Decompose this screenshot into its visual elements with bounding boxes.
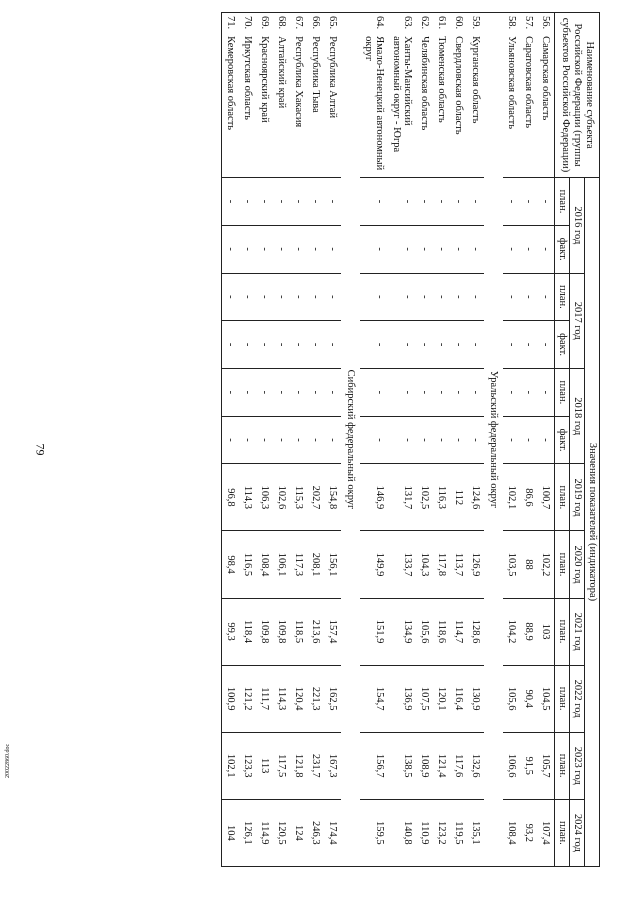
dash-cell: -	[273, 368, 290, 416]
plan-value-cell: 100,7	[537, 464, 555, 531]
dash-cell: -	[360, 178, 388, 226]
subject-name: Челябинская область	[416, 33, 433, 177]
table-row	[324, 13, 341, 867]
dash-cell: -	[416, 273, 433, 321]
plan-value-cell: 104	[221, 799, 239, 866]
year-2019: 2019 год	[569, 464, 584, 531]
subject-name: Республика Алтай	[324, 33, 341, 177]
plan-value-cell: 121,4	[433, 732, 450, 799]
table-row	[520, 13, 537, 867]
dash-cell: -	[433, 178, 450, 226]
plan-value-cell: 118,4	[239, 598, 256, 665]
plan-value-cell: 110,9	[416, 799, 433, 866]
dash-cell: -	[307, 416, 324, 464]
fact-2016: факт.	[554, 225, 569, 273]
plan-value-cell: 134,9	[388, 598, 416, 665]
row-number: 56.	[537, 13, 555, 34]
dash-cell: -	[537, 416, 555, 464]
dash-cell: -	[520, 225, 537, 273]
plan-value-cell: 114,3	[273, 665, 290, 732]
dash-cell: -	[324, 178, 341, 226]
dash-cell: -	[503, 178, 520, 226]
subject-name: Иркутская область	[239, 33, 256, 177]
plan-value-cell: 162,5	[324, 665, 341, 732]
rotated-table-container	[40, 12, 600, 872]
row-number: 62.	[416, 13, 433, 34]
plan-value-cell: 109,8	[256, 598, 273, 665]
dash-cell: -	[290, 273, 307, 321]
district-siberia: Сибирский федеральный округ	[341, 13, 360, 867]
table-row	[537, 13, 555, 867]
dash-cell: -	[256, 273, 273, 321]
dash-cell: -	[307, 225, 324, 273]
dash-cell: -	[520, 321, 537, 369]
plan-value-cell: 117,6	[450, 732, 467, 799]
plan-value-cell: 91,5	[520, 732, 537, 799]
plan-value-cell: 111,7	[256, 665, 273, 732]
dash-cell: -	[324, 321, 341, 369]
dash-cell: -	[324, 225, 341, 273]
plan-value-cell: 123,2	[433, 799, 450, 866]
plan-value-cell: 118,5	[290, 598, 307, 665]
plan-value-cell: 119,5	[450, 799, 467, 866]
dash-cell: -	[388, 416, 416, 464]
table-row	[433, 13, 450, 867]
plan-value-cell: 88,9	[520, 598, 537, 665]
plan-value-cell: 117,8	[433, 531, 450, 598]
table-row	[256, 13, 273, 867]
dash-cell: -	[503, 273, 520, 321]
dash-cell: -	[416, 321, 433, 369]
table-body	[221, 13, 554, 867]
dash-cell: -	[503, 416, 520, 464]
plan-value-cell: 103	[537, 598, 555, 665]
dash-cell: -	[273, 321, 290, 369]
plan-value-cell: 120,4	[290, 665, 307, 732]
dash-cell: -	[433, 368, 450, 416]
plan-value-cell: 100,9	[221, 665, 239, 732]
dash-cell: -	[388, 225, 416, 273]
dash-cell: -	[537, 321, 555, 369]
year-2023: 2023 год	[569, 732, 584, 799]
plan-value-cell: 115,3	[290, 464, 307, 531]
dash-cell: -	[520, 178, 537, 226]
dash-cell: -	[520, 368, 537, 416]
dash-cell: -	[307, 178, 324, 226]
plan-value-cell: 112	[450, 464, 467, 531]
year-2022: 2022 год	[569, 665, 584, 732]
year-2021: 2021 год	[569, 598, 584, 665]
plan-value-cell: 106,3	[256, 464, 273, 531]
indicator-table	[221, 12, 600, 867]
plan-value-cell: 93,2	[520, 799, 537, 866]
plan-value-cell: 116,3	[433, 464, 450, 531]
table-header	[554, 13, 599, 867]
dash-cell: -	[537, 273, 555, 321]
subject-name: Курганская область	[467, 33, 484, 177]
dash-cell: -	[467, 416, 484, 464]
plan-value-cell: 131,7	[388, 464, 416, 531]
plan-2016: план.	[554, 178, 569, 226]
dash-cell: -	[450, 273, 467, 321]
dash-cell: -	[307, 273, 324, 321]
row-number: 64.	[360, 13, 388, 34]
row-number: 67.	[290, 13, 307, 34]
plan-value-cell: 159,5	[360, 799, 388, 866]
subject-name: Красноярский край	[256, 33, 273, 177]
year-2017: 2017 год	[569, 273, 584, 368]
dash-cell: -	[388, 178, 416, 226]
subject-name: Ямало-Ненецкий автономный округ	[360, 33, 388, 177]
plan-value-cell: 88	[520, 531, 537, 598]
table-row	[388, 13, 416, 867]
plan-value-cell: 157,4	[324, 598, 341, 665]
plan-value-cell: 154,7	[360, 665, 388, 732]
dash-cell: -	[290, 225, 307, 273]
plan-value-cell: 156,1	[324, 531, 341, 598]
plan-value-cell: 108,4	[503, 799, 520, 866]
dash-cell: -	[256, 416, 273, 464]
plan-value-cell: 138,5	[388, 732, 416, 799]
dash-cell: -	[290, 178, 307, 226]
dash-cell: -	[360, 368, 388, 416]
dash-cell: -	[221, 178, 239, 226]
year-2020: 2020 год	[569, 531, 584, 598]
plan-value-cell: 105,6	[503, 665, 520, 732]
dash-cell: -	[239, 225, 256, 273]
dash-cell: -	[239, 178, 256, 226]
table-row	[290, 13, 307, 867]
dash-cell: -	[503, 321, 520, 369]
dash-cell: -	[360, 225, 388, 273]
dash-cell: -	[273, 225, 290, 273]
table-row	[450, 13, 467, 867]
plan-value-cell: 104,2	[503, 598, 520, 665]
plan-value-cell: 116,5	[239, 531, 256, 598]
year-2018: 2018 год	[569, 368, 584, 463]
dash-cell: -	[273, 273, 290, 321]
district-row	[484, 13, 503, 867]
table-row	[221, 13, 239, 867]
plan-value-cell: 114,3	[239, 464, 256, 531]
plan-value-cell: 221,3	[307, 665, 324, 732]
dash-cell: -	[221, 416, 239, 464]
plan-value-cell: 106,6	[503, 732, 520, 799]
plan-value-cell: 117,3	[290, 531, 307, 598]
plan-value-cell: 120,1	[433, 665, 450, 732]
plan-value-cell: 102,6	[273, 464, 290, 531]
dash-cell: -	[416, 178, 433, 226]
plan-value-cell: 133,7	[388, 531, 416, 598]
plan-value-cell: 107,4	[537, 799, 555, 866]
page-number: 79	[33, 443, 48, 456]
plan-value-cell: 135,1	[467, 799, 484, 866]
plan-value-cell: 102,5	[416, 464, 433, 531]
plan-value-cell: 123,3	[239, 732, 256, 799]
plan-value-cell: 105,6	[416, 598, 433, 665]
dash-cell: -	[467, 225, 484, 273]
row-number: 69.	[256, 13, 273, 34]
dash-cell: -	[239, 321, 256, 369]
dash-cell: -	[307, 368, 324, 416]
row-number: 65.	[324, 13, 341, 34]
dash-cell: -	[450, 178, 467, 226]
dash-cell: -	[537, 178, 555, 226]
dash-cell: -	[324, 273, 341, 321]
subject-name: Алтайский край	[273, 33, 290, 177]
table-row	[273, 13, 290, 867]
plan-value-cell: 99,3	[221, 598, 239, 665]
plan-value-cell: 120,5	[273, 799, 290, 866]
row-number: 57.	[520, 13, 537, 34]
plan-value-cell: 126,1	[239, 799, 256, 866]
table-row	[239, 13, 256, 867]
dash-cell: -	[433, 321, 450, 369]
row-number: 68.	[273, 13, 290, 34]
dash-cell: -	[307, 321, 324, 369]
plan-value-cell: 117,5	[273, 732, 290, 799]
year-2016: 2016 год	[569, 178, 584, 273]
plan-value-cell: 121,2	[239, 665, 256, 732]
dash-cell: -	[467, 273, 484, 321]
dash-cell: -	[416, 225, 433, 273]
subject-name: Свердловская область	[450, 33, 467, 177]
plan-value-cell: 146,9	[360, 464, 388, 531]
subject-name: Ханты-Мансийский автономный округ - Югра	[388, 33, 416, 177]
plan-value-cell: 102,1	[503, 464, 520, 531]
subject-name: Республика Хакасия	[290, 33, 307, 177]
plan-2021: план.	[554, 598, 569, 665]
dash-cell: -	[273, 416, 290, 464]
row-number: 70.	[239, 13, 256, 34]
values-title: Значения показателей (индикатора)	[584, 178, 599, 867]
plan-value-cell: 108,4	[256, 531, 273, 598]
plan-value-cell: 103,5	[503, 531, 520, 598]
plan-2020: план.	[554, 531, 569, 598]
plan-value-cell: 246,3	[307, 799, 324, 866]
table-row	[467, 13, 484, 867]
plan-value-cell: 102,1	[221, 732, 239, 799]
plan-value-cell: 128,6	[467, 598, 484, 665]
dash-cell: -	[416, 368, 433, 416]
plan-value-cell: 90,4	[520, 665, 537, 732]
dash-cell: -	[450, 321, 467, 369]
district-ural: Уральский федеральный округ	[484, 13, 503, 867]
plan-2023: план.	[554, 732, 569, 799]
dash-cell: -	[360, 273, 388, 321]
fact-2017: факт.	[554, 321, 569, 369]
plan-2022: план.	[554, 665, 569, 732]
row-number: 63.	[388, 13, 416, 34]
dash-cell: -	[256, 178, 273, 226]
plan-value-cell: 124,6	[467, 464, 484, 531]
plan-2017: план.	[554, 273, 569, 321]
plan-value-cell: 86,6	[520, 464, 537, 531]
plan-2024: план.	[554, 799, 569, 866]
plan-value-cell: 202,7	[307, 464, 324, 531]
plan-value-cell: 118,6	[433, 598, 450, 665]
dash-cell: -	[467, 321, 484, 369]
table-row	[416, 13, 433, 867]
plan-value-cell: 151,9	[360, 598, 388, 665]
subject-column-header: Наименование субъекта Российской Федерации (группы субъектов Российской Федерации)	[554, 13, 599, 178]
dash-cell: -	[416, 416, 433, 464]
dash-cell: -	[239, 368, 256, 416]
dash-cell: -	[221, 273, 239, 321]
plan-value-cell: 107,5	[416, 665, 433, 732]
dash-cell: -	[537, 368, 555, 416]
plan-value-cell: 98,4	[221, 531, 239, 598]
row-number: 61.	[433, 13, 450, 34]
plan-value-cell: 109,8	[273, 598, 290, 665]
district-row	[341, 13, 360, 867]
dash-cell: -	[450, 225, 467, 273]
plan-value-cell: 113	[256, 732, 273, 799]
subject-name: Самарская область	[537, 33, 555, 177]
plan-value-cell: 126,9	[467, 531, 484, 598]
dash-cell: -	[467, 368, 484, 416]
year-2024: 2024 год	[569, 799, 584, 866]
plan-value-cell: 154,8	[324, 464, 341, 531]
dash-cell: -	[450, 368, 467, 416]
dash-cell: -	[324, 416, 341, 464]
plan-value-cell: 114,7	[450, 598, 467, 665]
subject-name: Республика Тыва	[307, 33, 324, 177]
row-number: 60.	[450, 13, 467, 34]
plan-value-cell: 104,5	[537, 665, 555, 732]
plan-value-cell: 105,7	[537, 732, 555, 799]
dash-cell: -	[290, 416, 307, 464]
plan-value-cell: 231,7	[307, 732, 324, 799]
dash-cell: -	[239, 416, 256, 464]
plan-value-cell: 174,4	[324, 799, 341, 866]
dash-cell: -	[221, 321, 239, 369]
dash-cell: -	[433, 416, 450, 464]
plan-value-cell: 114,9	[256, 799, 273, 866]
plan-value-cell: 108,9	[416, 732, 433, 799]
dash-cell: -	[273, 178, 290, 226]
row-number: 58.	[503, 13, 520, 34]
plan-value-cell: 213,6	[307, 598, 324, 665]
dash-cell: -	[520, 273, 537, 321]
dash-cell: -	[503, 368, 520, 416]
table-row	[360, 13, 388, 867]
dash-cell: -	[520, 416, 537, 464]
dash-cell: -	[256, 368, 273, 416]
plan-value-cell: 132,6	[467, 732, 484, 799]
table-row	[307, 13, 324, 867]
dash-cell: -	[221, 368, 239, 416]
plan-value-cell: 136,9	[388, 665, 416, 732]
dash-cell: -	[290, 321, 307, 369]
plan-value-cell: 104,3	[416, 531, 433, 598]
plan-value-cell: 149,9	[360, 531, 388, 598]
plan-value-cell: 106,1	[273, 531, 290, 598]
dash-cell: -	[360, 321, 388, 369]
subject-name: Ульяновская область	[503, 33, 520, 177]
dash-cell: -	[537, 225, 555, 273]
row-number: 59.	[467, 13, 484, 34]
dash-cell: -	[256, 321, 273, 369]
plan-value-cell: 113,7	[450, 531, 467, 598]
dash-cell: -	[256, 225, 273, 273]
plan-value-cell: 96,8	[221, 464, 239, 531]
table-row	[503, 13, 520, 867]
plan-value-cell: 167,3	[324, 732, 341, 799]
dash-cell: -	[388, 321, 416, 369]
plan-value-cell: 102,2	[537, 531, 555, 598]
plan-2019: план.	[554, 464, 569, 531]
subject-name: Саратовская область	[520, 33, 537, 177]
plan-value-cell: 121,8	[290, 732, 307, 799]
dash-cell: -	[388, 368, 416, 416]
dash-cell: -	[433, 225, 450, 273]
dash-cell: -	[388, 273, 416, 321]
dash-cell: -	[467, 178, 484, 226]
row-number: 71.	[221, 13, 239, 34]
subject-name: Кемеровская область	[221, 33, 239, 177]
dash-cell: -	[433, 273, 450, 321]
dash-cell: -	[290, 368, 307, 416]
dash-cell: -	[503, 225, 520, 273]
dash-cell: -	[324, 368, 341, 416]
plan-value-cell: 208,1	[307, 531, 324, 598]
plan-value-cell: 140,8	[388, 799, 416, 866]
plan-value-cell: 116,4	[450, 665, 467, 732]
dash-cell: -	[360, 416, 388, 464]
fact-2018: факт.	[554, 416, 569, 464]
plan-value-cell: 156,7	[360, 732, 388, 799]
subject-name: Тюменская область	[433, 33, 450, 177]
dash-cell: -	[221, 225, 239, 273]
plan-2018: план.	[554, 368, 569, 416]
dash-cell: -	[239, 273, 256, 321]
row-number: 66.	[307, 13, 324, 34]
dash-cell: -	[450, 416, 467, 464]
plan-value-cell: 124	[290, 799, 307, 866]
plan-value-cell: 130,9	[467, 665, 484, 732]
file-name: 20022860.doc	[5, 743, 11, 778]
